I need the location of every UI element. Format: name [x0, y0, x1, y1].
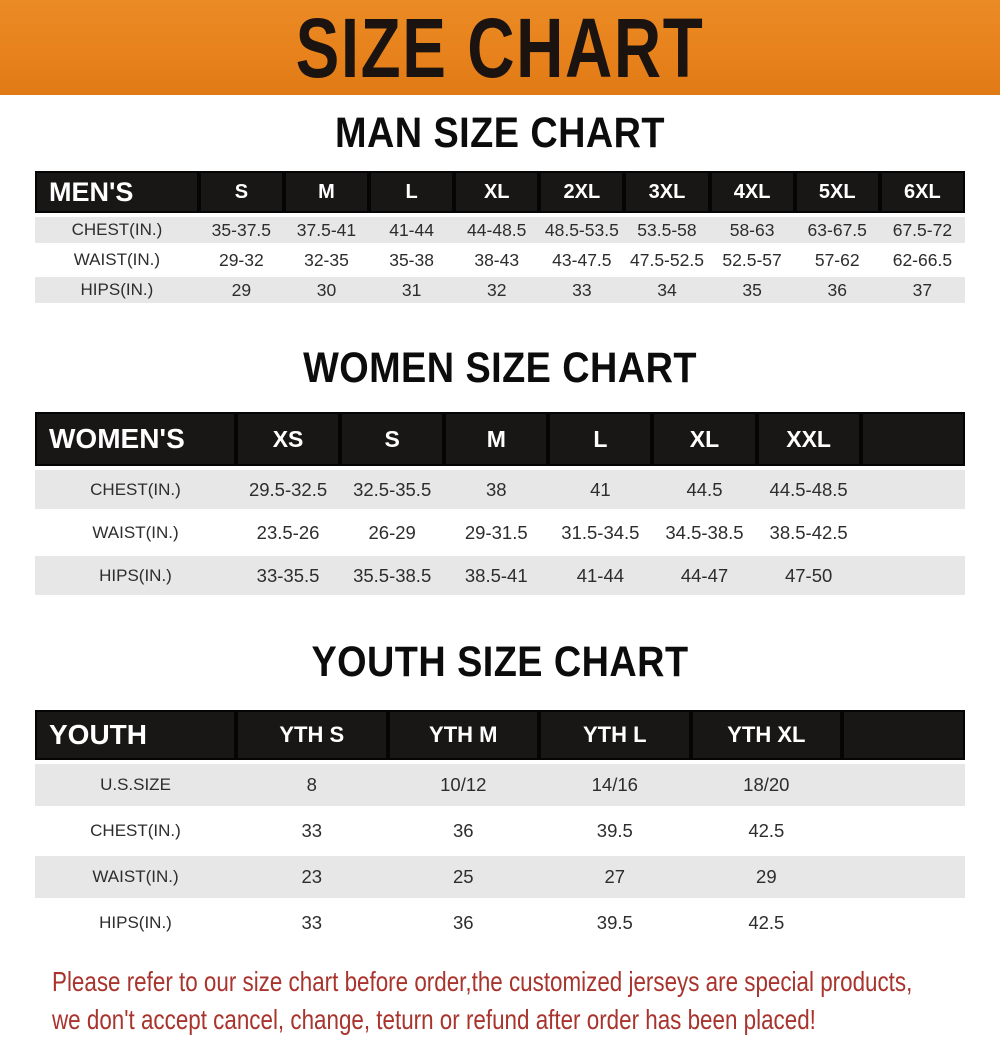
size-value-cell: 34.5-38.5: [652, 513, 756, 556]
women-size-section: [0, 344, 1000, 599]
size-column-header: S: [199, 171, 284, 217]
size-value-cell: 32.5-35.5: [340, 470, 444, 513]
size-value-cell: 33: [236, 902, 388, 948]
filler-cell: [861, 513, 965, 556]
size-value-cell: 38.5-42.5: [757, 513, 861, 556]
row-label: WAIST(IN.): [35, 856, 236, 902]
row-label: HIPS(IN.): [35, 556, 236, 599]
table-row: [35, 277, 965, 307]
size-value-cell: 34: [624, 277, 709, 307]
size-value-cell: 14/16: [539, 764, 691, 810]
size-value-cell: 35-38: [369, 247, 454, 277]
filler-cell: [861, 470, 965, 513]
size-column-header: YTH M: [388, 710, 540, 764]
size-value-cell: 35-37.5: [199, 217, 284, 247]
size-column-header: 4XL: [710, 171, 795, 217]
size-value-cell: 18/20: [691, 764, 843, 810]
size-value-cell: 36: [388, 902, 540, 948]
women-section-heading: WOMEN SIZE CHART: [303, 344, 697, 392]
men-size-section: [0, 109, 1000, 307]
row-label: U.S.SIZE: [35, 764, 236, 810]
table-row: [35, 810, 965, 856]
size-column-header: M: [284, 171, 369, 217]
size-value-cell: 29-32: [199, 247, 284, 277]
table-corner-label: YOUTH: [35, 710, 236, 764]
filler-cell: [842, 856, 965, 902]
size-column-header: L: [369, 171, 454, 217]
table-row: [35, 856, 965, 902]
disclaimer: [0, 963, 1000, 1039]
size-column-header: XXL: [757, 412, 861, 470]
banner-title: SIZE CHART: [295, 0, 705, 95]
size-value-cell: 47.5-52.5: [624, 247, 709, 277]
size-value-cell: 33: [539, 277, 624, 307]
size-value-cell: 35: [710, 277, 795, 307]
size-value-cell: 38-43: [454, 247, 539, 277]
size-value-cell: 33-35.5: [236, 556, 340, 599]
size-value-cell: 44.5: [652, 470, 756, 513]
size-value-cell: 41-44: [548, 556, 652, 599]
men-size-table: [35, 171, 965, 307]
row-label: CHEST(IN.): [35, 217, 199, 247]
size-column-header: L: [548, 412, 652, 470]
size-column-header: 2XL: [539, 171, 624, 217]
size-value-cell: 36: [388, 810, 540, 856]
size-column-header: 3XL: [624, 171, 709, 217]
table-header-row: [35, 710, 965, 764]
size-value-cell: 37: [880, 277, 965, 307]
size-value-cell: 10/12: [388, 764, 540, 810]
size-column-header: M: [444, 412, 548, 470]
size-value-cell: 31.5-34.5: [548, 513, 652, 556]
filler-cell: [842, 764, 965, 810]
size-value-cell: 36: [795, 277, 880, 307]
filler-cell: [842, 902, 965, 948]
size-value-cell: 41-44: [369, 217, 454, 247]
table-header-row: [35, 412, 965, 470]
size-value-cell: 44.5-48.5: [757, 470, 861, 513]
row-label: WAIST(IN.): [35, 247, 199, 277]
table-row: [35, 556, 965, 599]
size-column-header: XS: [236, 412, 340, 470]
size-value-cell: 33: [236, 810, 388, 856]
size-value-cell: 35.5-38.5: [340, 556, 444, 599]
size-value-cell: 39.5: [539, 902, 691, 948]
table-row: [35, 513, 965, 556]
size-value-cell: 41: [548, 470, 652, 513]
size-value-cell: 67.5-72: [880, 217, 965, 247]
size-value-cell: 38.5-41: [444, 556, 548, 599]
size-value-cell: 58-63: [710, 217, 795, 247]
size-value-cell: 32: [454, 277, 539, 307]
size-value-cell: 44-48.5: [454, 217, 539, 247]
size-value-cell: 39.5: [539, 810, 691, 856]
table-row: [35, 902, 965, 948]
table-row: [35, 217, 965, 247]
row-label: CHEST(IN.): [35, 470, 236, 513]
size-value-cell: 52.5-57: [710, 247, 795, 277]
size-column-header: YTH S: [236, 710, 388, 764]
table-corner-label: WOMEN'S: [35, 412, 236, 470]
size-value-cell: 26-29: [340, 513, 444, 556]
size-value-cell: 44-47: [652, 556, 756, 599]
table-row: [35, 247, 965, 277]
size-value-cell: 38: [444, 470, 548, 513]
size-value-cell: 27: [539, 856, 691, 902]
table-header-row: [35, 171, 965, 217]
size-value-cell: 25: [388, 856, 540, 902]
size-value-cell: 23: [236, 856, 388, 902]
size-value-cell: 37.5-41: [284, 217, 369, 247]
size-column-header: 5XL: [795, 171, 880, 217]
size-value-cell: 53.5-58: [624, 217, 709, 247]
youth-section-heading: YOUTH SIZE CHART: [311, 638, 689, 686]
size-column-header: S: [340, 412, 444, 470]
table-corner-label: MEN'S: [35, 171, 199, 217]
size-value-cell: 32-35: [284, 247, 369, 277]
size-value-cell: 47-50: [757, 556, 861, 599]
row-label: WAIST(IN.): [35, 513, 236, 556]
size-value-cell: 30: [284, 277, 369, 307]
size-value-cell: 62-66.5: [880, 247, 965, 277]
row-label: HIPS(IN.): [35, 902, 236, 948]
size-value-cell: 29: [199, 277, 284, 307]
size-value-cell: 23.5-26: [236, 513, 340, 556]
filler-cell: [861, 556, 965, 599]
size-value-cell: 8: [236, 764, 388, 810]
size-value-cell: 42.5: [691, 902, 843, 948]
size-chart-banner: [0, 0, 1000, 95]
disclaimer-line-2: we don't accept cancel, change, teturn or refund after order has been placed!: [52, 1004, 816, 1035]
disclaimer-line-1: Please refer to our size chart before order,the customized jerseys are special products,: [52, 966, 913, 997]
table-row: [35, 764, 965, 810]
size-column-header: XL: [454, 171, 539, 217]
filler-cell: [861, 412, 965, 470]
size-value-cell: 29: [691, 856, 843, 902]
size-column-header: 6XL: [880, 171, 965, 217]
size-value-cell: 29.5-32.5: [236, 470, 340, 513]
men-section-heading: MAN SIZE CHART: [335, 109, 665, 157]
size-column-header: XL: [652, 412, 756, 470]
size-value-cell: 42.5: [691, 810, 843, 856]
youth-size-section: [0, 638, 1000, 948]
size-value-cell: 29-31.5: [444, 513, 548, 556]
youth-size-table: [35, 710, 965, 948]
size-value-cell: 48.5-53.5: [539, 217, 624, 247]
size-value-cell: 43-47.5: [539, 247, 624, 277]
row-label: HIPS(IN.): [35, 277, 199, 307]
table-row: [35, 470, 965, 513]
filler-cell: [842, 710, 965, 764]
size-column-header: YTH XL: [691, 710, 843, 764]
size-value-cell: 63-67.5: [795, 217, 880, 247]
row-label: CHEST(IN.): [35, 810, 236, 856]
size-column-header: YTH L: [539, 710, 691, 764]
filler-cell: [842, 810, 965, 856]
women-size-table: [35, 412, 965, 599]
size-value-cell: 57-62: [795, 247, 880, 277]
size-value-cell: 31: [369, 277, 454, 307]
